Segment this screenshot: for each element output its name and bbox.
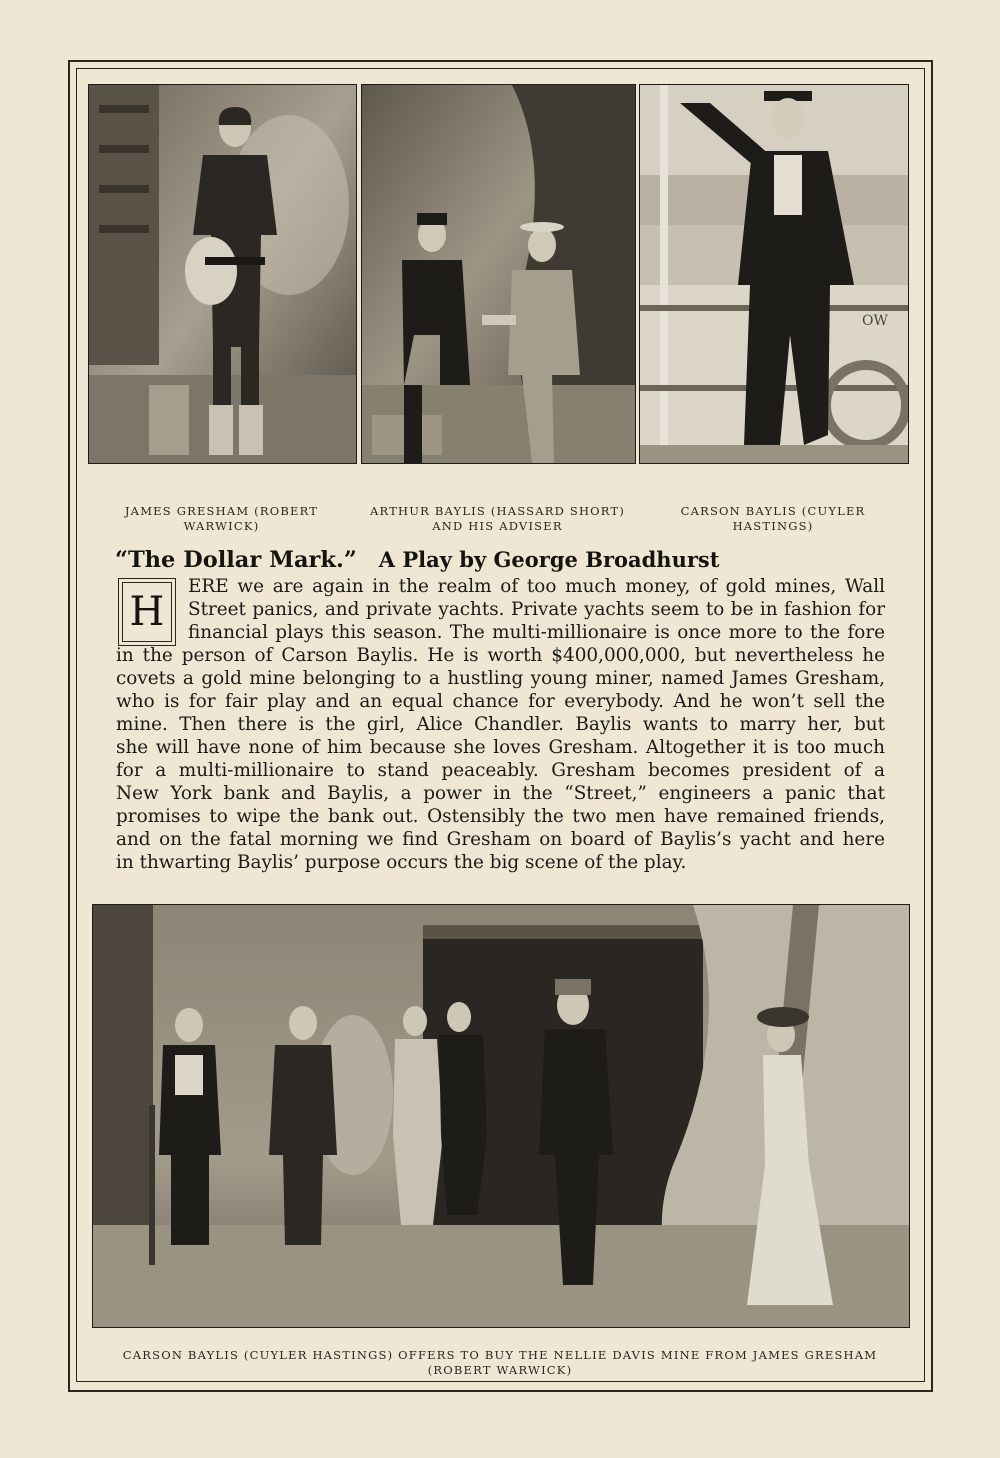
body-line-8: she will have none of him because she loves Gresham. Altogether it is too much [116,737,885,758]
article-byline: A Play by George Broadhurst [378,547,720,572]
photo-arthur-baylis-image [362,85,635,463]
photo-mine-scene-image [93,905,909,1327]
body-line-12: and on the fatal morning we find Gresham on board of Baylis’s yacht and here [116,829,885,850]
photo-james-gresham [88,84,357,464]
body-line-1: ERE we are again in the realm of too much money, of gold mines, Wall [188,576,885,597]
body-line-7: mine. Then there is the girl, Alice Chandler. Baylis wants to marry her, but [116,714,885,735]
drop-cap-box [118,578,176,646]
caption-arthur-baylis-line-2: AND HIS ADVISER [432,519,563,533]
body-line-5: covets a gold mine belonging to a hustling young miner, named James Gresham, [116,668,885,689]
caption-james-gresham: JAMES GRESHAM (ROBERT WARWICK) [124,504,319,533]
photo-james-gresham-image [89,85,356,463]
photo-carson-baylis-image [640,85,908,463]
drop-cap-letter: H [122,582,172,642]
caption-mine-scene-line-1: CARSON BAYLIS (CUYLER HASTINGS) OFFERS TO BUY THE NELLIE DAVIS MINE FROM JAMES GRESHAM [122,1348,878,1362]
caption-mine-scene-line-2: (ROBERT WARWICK) [427,1363,573,1377]
caption-arthur-baylis-line-1: ARTHUR BAYLIS (HASSARD SHORT) [369,504,626,518]
body-line-3: financial plays this season. The multi-millionaire is once more to the fore [188,622,885,643]
lifebuoy-lettering: OW [862,313,888,329]
caption-arthur-baylis [361,504,634,534]
photo-mine-scene [92,904,910,1328]
body-line-13: in thwarting Baylis’ purpose occurs the big scene of the play. [116,852,687,873]
body-line-10: New York bank and Baylis, a power in the “Street,” engineers a panic that [116,783,885,804]
body-line-2: Street panics, and private yachts. Private yachts seem to be in fashion for [188,599,885,620]
article-title: “The Dollar Mark.” [115,547,357,573]
caption-carson-baylis: CARSON BAYLIS (CUYLER HASTINGS) [680,504,866,533]
body-line-9: for a multi-millionaire to stand peaceably. Gresham becomes president of a [116,760,885,781]
body-line-11: promises to wipe the bank out. Ostensibly the two men have remained friends, [116,806,885,827]
caption-mine-scene [92,1348,908,1378]
body-line-6: who is for fair play and an equal chance for everybody. And he won’t sell the [116,691,885,712]
photo-carson-baylis [639,84,909,464]
photo-arthur-baylis [361,84,636,464]
article-heading [115,547,895,573]
body-line-4: in the person of Carson Baylis. He is worth $400,000,000, but nevertheless he [116,645,885,666]
